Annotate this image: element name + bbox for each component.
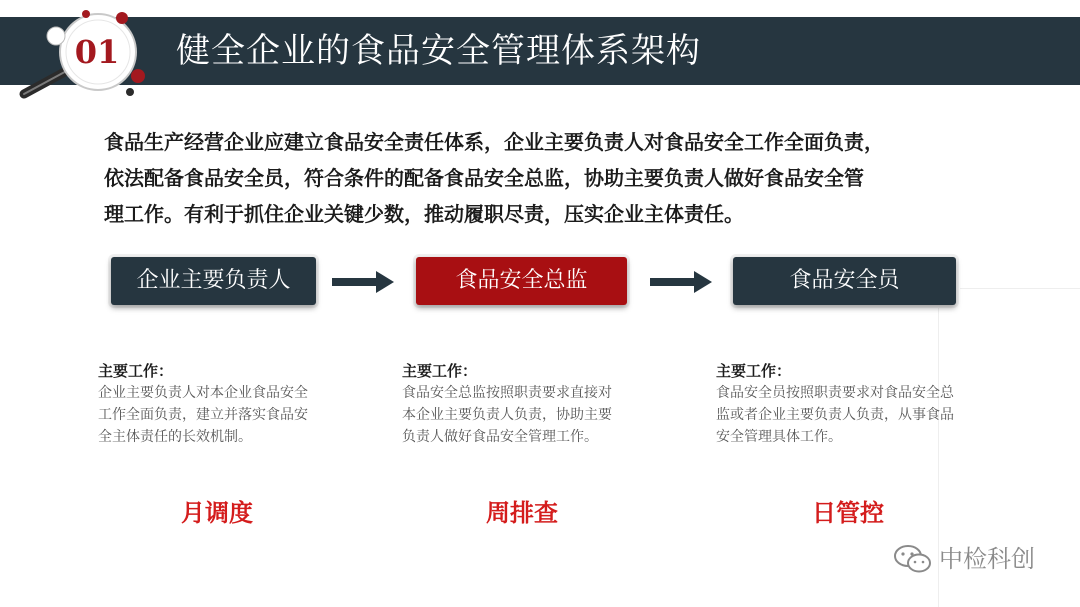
duty-line: 工作全面负责，建立并落实食品安 <box>98 407 308 423</box>
section-number: 01 <box>74 33 120 71</box>
role-box-principal: 企业主要负责人 <box>111 257 316 305</box>
duty-block-principal <box>98 360 338 448</box>
duty-line: 安全管理具体工作。 <box>716 429 842 445</box>
intro-line: 依法配备食品安全员，符合条件的配备食品安全总监，协助主要负责人做好食品安全管 <box>104 166 864 190</box>
role-box-officer: 食品安全员 <box>733 257 956 305</box>
arrow-right-icon <box>332 271 394 293</box>
arrow-right-icon <box>650 271 712 293</box>
duty-line: 全主体责任的长效机制。 <box>98 429 252 445</box>
role-box-director: 食品安全总监 <box>416 257 627 305</box>
page-title: 健全企业的食品安全管理体系架构 <box>176 31 701 71</box>
intro-line: 理工作。有利于抓住企业关键少数，推动履职尽责，压实企业主体责任。 <box>104 202 744 226</box>
duty-line: 本企业主要负责人负责，协助主要 <box>402 407 612 423</box>
duty-block-director <box>402 360 642 448</box>
cadence-monthly: 月调度 <box>181 499 253 527</box>
duty-line: 负责人做好食品安全管理工作。 <box>402 429 598 445</box>
duty-block-officer <box>716 360 984 448</box>
intro-line: 食品生产经营企业应建立食品安全责任体系，企业主要负责人对食品安全工作全面负责， <box>104 130 884 154</box>
wechat-icon <box>893 543 933 575</box>
duty-line: 食品安全员按照职责要求对食品安全总 <box>716 385 954 401</box>
duty-heading: 主要工作： <box>716 362 792 380</box>
cadence-daily: 日管控 <box>812 499 884 527</box>
duty-heading: 主要工作： <box>98 362 174 380</box>
watermark <box>893 541 1035 577</box>
intro-paragraph <box>104 124 1004 232</box>
duty-line: 企业主要负责人对本企业食品安全 <box>98 385 308 401</box>
duty-line: 监或者企业主要负责人负责，从事食品 <box>716 407 954 423</box>
duty-line: 食品安全总监按照职责要求直接对 <box>402 385 612 401</box>
decor-line <box>960 288 1080 289</box>
duty-heading: 主要工作： <box>402 362 478 380</box>
watermark-text: 中检科创 <box>939 545 1035 573</box>
cadence-weekly: 周排查 <box>486 499 558 527</box>
